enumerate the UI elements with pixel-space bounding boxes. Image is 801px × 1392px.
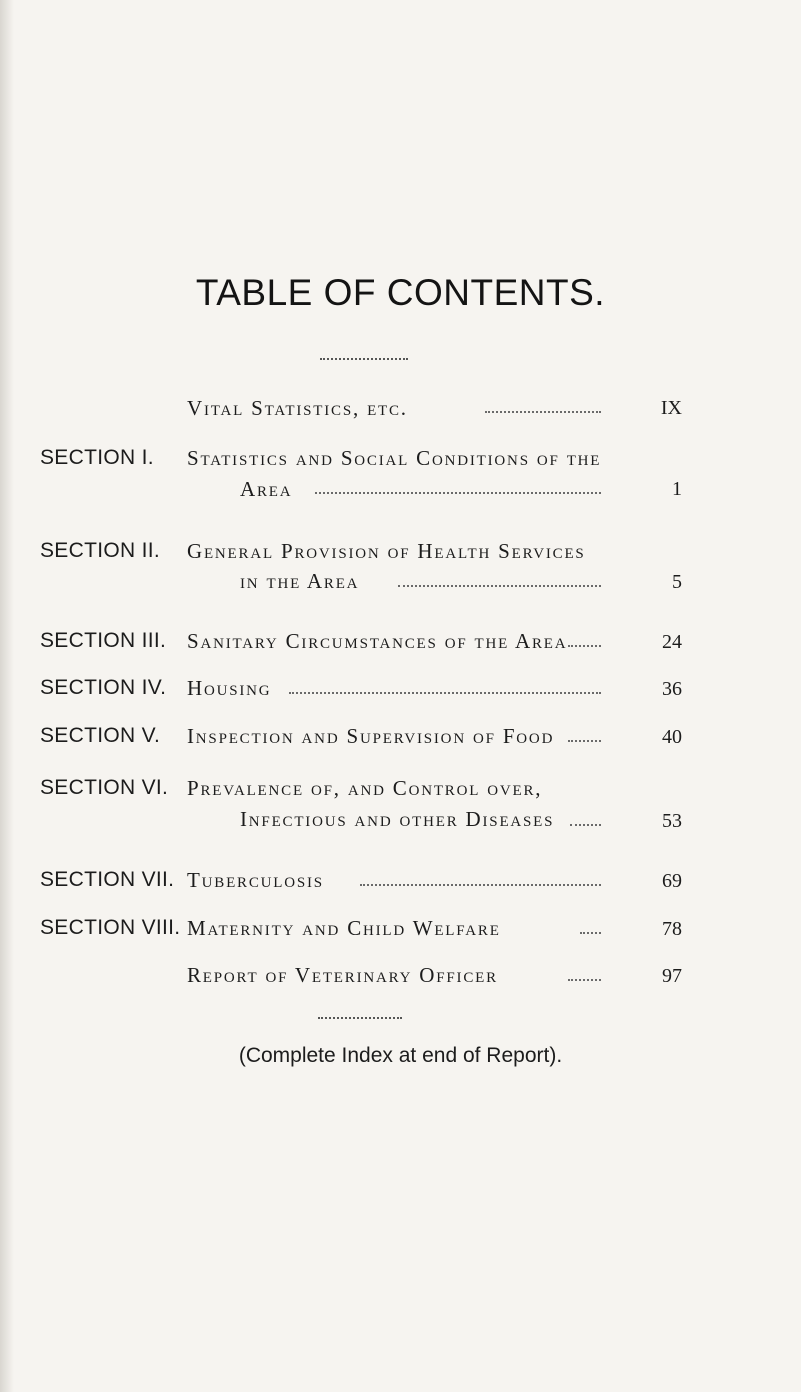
page-number: 36 [662,678,682,700]
leader-dots [398,585,601,587]
leader-dots [360,884,601,886]
section-label: SECTION II. [40,539,160,562]
entry-title: Tuberculosis [187,868,324,892]
entry-title-continuation: Area [240,477,293,501]
section-label: SECTION III. [40,629,167,652]
page-number: 69 [662,870,682,892]
leader-dots [485,411,601,413]
section-label: SECTION VIII. [40,916,181,939]
page-number: 5 [672,571,682,593]
page-number: 24 [662,631,682,653]
page-number: 53 [662,810,682,832]
page-edge-shadow [0,0,14,1392]
section-label: SECTION I. [40,446,154,469]
leader-dots [289,692,601,694]
entry-title-continuation: in the Area [240,569,360,593]
entry-title: Maternity and Child Welfare [187,916,501,940]
section-label: SECTION VI. [40,776,169,799]
leader-dots [568,979,601,981]
leader-dots [570,824,601,826]
entry-title-continuation: Infectious and other Diseases [240,807,555,831]
footer-note: (Complete Index at end of Report). [238,1044,563,1067]
section-label: SECTION V. [40,724,161,747]
entry-title: Sanitary Circumstances of the Area [187,629,568,653]
leader-dots [568,645,601,647]
entry-title: Report of Veterinary Officer [187,963,498,987]
leader-dots [315,492,601,494]
page-title: TABLE OF CONTENTS. [195,272,606,313]
page-number: 97 [662,965,682,987]
entry-title: Housing [187,676,272,700]
section-label: SECTION VII. [40,868,175,891]
entry-title: General Provision of Health Services [187,539,586,563]
entry-title: Inspection and Supervision of Food [187,724,555,748]
page-number: 78 [662,918,682,940]
entry-title: Statistics and Social Conditions of the [187,446,602,470]
entry-title: Prevalence of, and Control over, [187,776,543,800]
page-number: IX [660,397,682,419]
section-label: SECTION IV. [40,676,167,699]
leader-dots [580,932,601,934]
bottom-divider [318,1017,402,1019]
leader-dots [568,740,601,742]
entry-title: Vital Statistics, etc. [187,396,408,420]
page-number: 40 [662,726,682,748]
page-number: 1 [672,478,682,500]
top-divider [320,358,408,360]
